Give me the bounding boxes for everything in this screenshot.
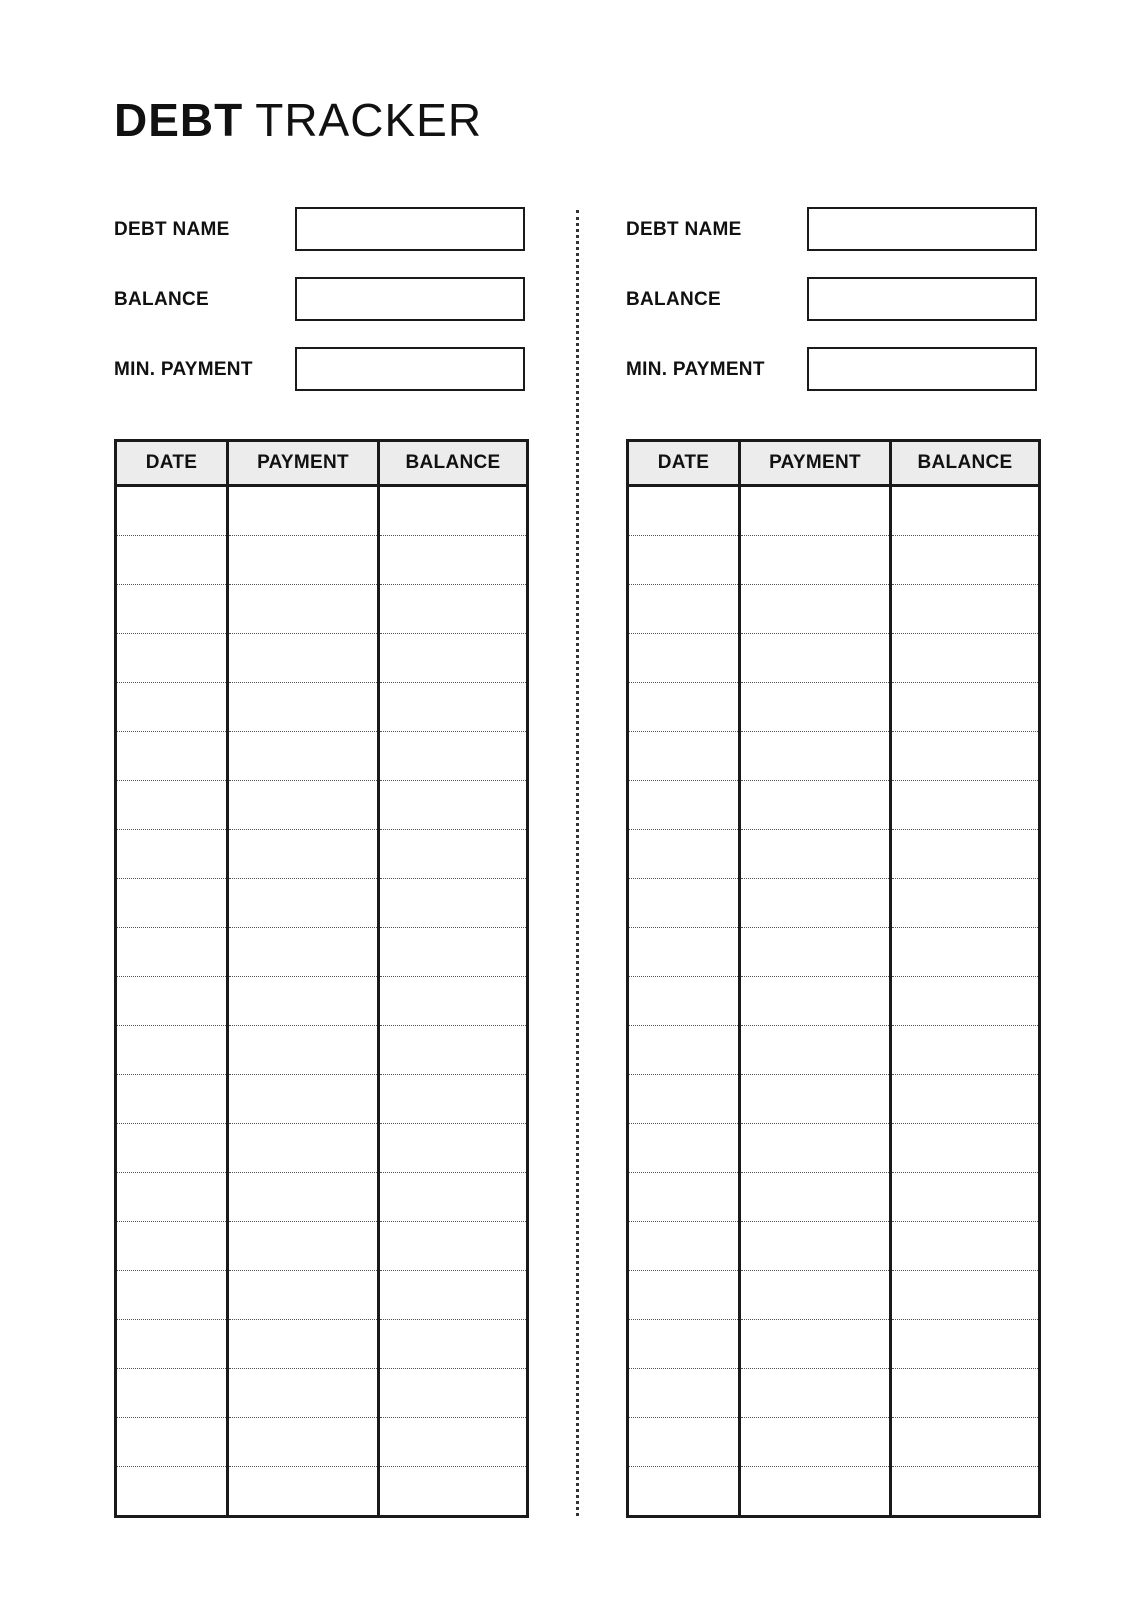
date-cell[interactable]: [116, 1320, 228, 1369]
date-cell[interactable]: [628, 1124, 740, 1173]
date-cell[interactable]: [116, 781, 228, 830]
table-row: [628, 1222, 1040, 1271]
balance-cell[interactable]: [379, 1467, 528, 1517]
payment-cell[interactable]: [228, 634, 379, 683]
balance-cell[interactable]: [891, 1369, 1040, 1418]
date-cell[interactable]: [628, 536, 740, 585]
payment-cell[interactable]: [740, 928, 891, 977]
table-row: [116, 781, 528, 830]
date-cell[interactable]: [116, 1467, 228, 1517]
balance-field: [114, 277, 526, 321]
payment-cell[interactable]: [228, 1271, 379, 1320]
table-row: [116, 634, 528, 683]
date-cell[interactable]: [116, 683, 228, 732]
payment-cell[interactable]: [228, 1173, 379, 1222]
table-header-row: [116, 441, 528, 486]
payment-cell[interactable]: [740, 1418, 891, 1467]
min-payment-input[interactable]: [807, 347, 1037, 391]
date-cell[interactable]: [116, 536, 228, 585]
balance-cell[interactable]: [379, 1124, 528, 1173]
date-column-header: DATE: [116, 441, 228, 486]
payment-cell[interactable]: [228, 1026, 379, 1075]
table-row: [628, 683, 1040, 732]
payment-cell[interactable]: [228, 1418, 379, 1467]
payment-cell[interactable]: [228, 1222, 379, 1271]
balance-cell[interactable]: [891, 1271, 1040, 1320]
table-row: [116, 830, 528, 879]
debt-name-field: [114, 207, 526, 251]
date-cell[interactable]: [116, 1418, 228, 1467]
balance-cell[interactable]: [891, 1173, 1040, 1222]
balance-cell[interactable]: [379, 1173, 528, 1222]
table-row: [116, 1271, 528, 1320]
table-row: [116, 486, 528, 536]
table-row: [628, 1075, 1040, 1124]
table-row: [628, 1320, 1040, 1369]
date-cell[interactable]: [116, 1271, 228, 1320]
balance-cell[interactable]: [379, 536, 528, 585]
balance-column-header: BALANCE: [379, 441, 528, 486]
table-row: [116, 536, 528, 585]
debt-name-input[interactable]: [295, 207, 525, 251]
payment-cell[interactable]: [740, 1222, 891, 1271]
date-cell[interactable]: [116, 1075, 228, 1124]
debt-panel-right: [626, 207, 1038, 1517]
date-cell[interactable]: [116, 486, 228, 536]
table-row: [628, 536, 1040, 585]
date-cell[interactable]: [628, 781, 740, 830]
payment-cell[interactable]: [740, 1271, 891, 1320]
table-row: [628, 1173, 1040, 1222]
balance-cell[interactable]: [891, 830, 1040, 879]
balance-cell[interactable]: [891, 1320, 1040, 1369]
balance-cell[interactable]: [379, 732, 528, 781]
table-row: [116, 1173, 528, 1222]
date-cell[interactable]: [116, 585, 228, 634]
table-row: [628, 1026, 1040, 1075]
table-row: [628, 486, 1040, 536]
balance-cell[interactable]: [379, 977, 528, 1026]
payment-cell[interactable]: [228, 977, 379, 1026]
table-row: [116, 1369, 528, 1418]
debt-name-input[interactable]: [807, 207, 1037, 251]
balance-cell[interactable]: [891, 585, 1040, 634]
balance-cell[interactable]: [891, 1026, 1040, 1075]
date-cell[interactable]: [628, 683, 740, 732]
date-cell[interactable]: [116, 1124, 228, 1173]
date-cell[interactable]: [116, 977, 228, 1026]
balance-cell[interactable]: [891, 683, 1040, 732]
balance-cell[interactable]: [379, 830, 528, 879]
payment-cell[interactable]: [740, 1173, 891, 1222]
min-payment-label: MIN. PAYMENT: [626, 359, 765, 380]
table-row: [628, 732, 1040, 781]
payment-cell[interactable]: [228, 879, 379, 928]
payment-cell[interactable]: [228, 683, 379, 732]
payment-column-header: PAYMENT: [228, 441, 379, 486]
table-row: [628, 585, 1040, 634]
table-header-row: [628, 441, 1040, 486]
balance-label: BALANCE: [626, 289, 721, 310]
date-cell[interactable]: [628, 1320, 740, 1369]
date-cell[interactable]: [628, 1369, 740, 1418]
table-row: [628, 879, 1040, 928]
table-row: [628, 1271, 1040, 1320]
payment-cell[interactable]: [740, 732, 891, 781]
min-payment-field: [114, 347, 526, 391]
min-payment-input[interactable]: [295, 347, 525, 391]
balance-cell[interactable]: [891, 1467, 1040, 1517]
date-column-header: DATE: [628, 441, 740, 486]
payment-cell[interactable]: [740, 634, 891, 683]
balance-cell[interactable]: [891, 781, 1040, 830]
date-cell[interactable]: [628, 879, 740, 928]
balance-cell[interactable]: [891, 1418, 1040, 1467]
date-cell[interactable]: [116, 830, 228, 879]
payment-cell[interactable]: [740, 977, 891, 1026]
payment-cell[interactable]: [228, 732, 379, 781]
payment-cell[interactable]: [228, 781, 379, 830]
balance-cell[interactable]: [379, 634, 528, 683]
balance-cell[interactable]: [891, 879, 1040, 928]
payment-cell[interactable]: [740, 830, 891, 879]
table-row: [116, 1418, 528, 1467]
date-cell[interactable]: [116, 634, 228, 683]
date-cell[interactable]: [628, 977, 740, 1026]
date-cell[interactable]: [116, 732, 228, 781]
payment-cell[interactable]: [228, 928, 379, 977]
date-cell[interactable]: [116, 1222, 228, 1271]
page-title-bold: DEBT: [114, 94, 244, 146]
date-cell[interactable]: [628, 1075, 740, 1124]
payment-cell[interactable]: [740, 781, 891, 830]
payment-cell[interactable]: [740, 1320, 891, 1369]
page-title: [114, 92, 482, 148]
date-cell[interactable]: [116, 1173, 228, 1222]
date-cell[interactable]: [628, 486, 740, 536]
min-payment-label: MIN. PAYMENT: [114, 359, 253, 380]
payment-log-table: [626, 439, 1041, 1518]
table-row: [116, 683, 528, 732]
table-row: [116, 1320, 528, 1369]
payment-cell[interactable]: [740, 879, 891, 928]
balance-cell[interactable]: [891, 536, 1040, 585]
min-payment-field: [626, 347, 1038, 391]
table-row: [628, 928, 1040, 977]
table-row: [628, 1124, 1040, 1173]
page-title-light: TRACKER: [255, 94, 483, 146]
balance-cell[interactable]: [379, 1222, 528, 1271]
balance-field: [626, 277, 1038, 321]
balance-input[interactable]: [807, 277, 1037, 321]
date-cell[interactable]: [628, 1467, 740, 1517]
table-row: [116, 585, 528, 634]
payment-cell[interactable]: [228, 585, 379, 634]
payment-cell[interactable]: [740, 536, 891, 585]
balance-cell[interactable]: [379, 585, 528, 634]
date-cell[interactable]: [116, 1026, 228, 1075]
balance-cell[interactable]: [379, 781, 528, 830]
payment-cell[interactable]: [228, 1075, 379, 1124]
table-row: [116, 1075, 528, 1124]
balance-cell[interactable]: [379, 879, 528, 928]
date-cell[interactable]: [628, 1173, 740, 1222]
payment-cell[interactable]: [228, 536, 379, 585]
date-cell[interactable]: [628, 1271, 740, 1320]
balance-cell[interactable]: [379, 1075, 528, 1124]
table-row: [628, 781, 1040, 830]
balance-cell[interactable]: [891, 928, 1040, 977]
table-row: [628, 634, 1040, 683]
balance-cell[interactable]: [379, 683, 528, 732]
panel-divider: [576, 210, 579, 1516]
table-row: [628, 977, 1040, 1026]
balance-cell[interactable]: [379, 486, 528, 536]
debt-name-field: [626, 207, 1038, 251]
payment-cell[interactable]: [740, 1124, 891, 1173]
balance-cell[interactable]: [891, 486, 1040, 536]
payment-cell[interactable]: [228, 830, 379, 879]
balance-input[interactable]: [295, 277, 525, 321]
date-cell[interactable]: [628, 830, 740, 879]
table-row: [116, 732, 528, 781]
table-row: [116, 977, 528, 1026]
balance-cell[interactable]: [379, 1369, 528, 1418]
balance-cell[interactable]: [379, 928, 528, 977]
date-cell[interactable]: [628, 732, 740, 781]
payment-cell[interactable]: [228, 486, 379, 536]
payment-cell[interactable]: [228, 1124, 379, 1173]
payment-cell[interactable]: [228, 1320, 379, 1369]
payment-cell[interactable]: [740, 1075, 891, 1124]
date-cell[interactable]: [116, 928, 228, 977]
payment-cell[interactable]: [740, 486, 891, 536]
table-row: [628, 830, 1040, 879]
payment-cell[interactable]: [740, 1369, 891, 1418]
table-row: [116, 1124, 528, 1173]
debt-name-label: DEBT NAME: [114, 219, 230, 240]
balance-cell[interactable]: [891, 732, 1040, 781]
balance-cell[interactable]: [379, 1320, 528, 1369]
balance-cell[interactable]: [379, 1271, 528, 1320]
balance-cell[interactable]: [379, 1418, 528, 1467]
payment-cell[interactable]: [740, 585, 891, 634]
payment-log-table: [114, 439, 529, 1518]
table-row: [116, 1026, 528, 1075]
balance-cell[interactable]: [891, 1075, 1040, 1124]
balance-cell[interactable]: [891, 634, 1040, 683]
payment-cell[interactable]: [228, 1467, 379, 1517]
balance-column-header: BALANCE: [891, 441, 1040, 486]
balance-cell[interactable]: [891, 1222, 1040, 1271]
table-row: [628, 1467, 1040, 1517]
debt-name-label: DEBT NAME: [626, 219, 742, 240]
table-row: [628, 1418, 1040, 1467]
payment-cell[interactable]: [740, 1026, 891, 1075]
payment-cell[interactable]: [740, 1467, 891, 1517]
date-cell[interactable]: [628, 1222, 740, 1271]
date-cell[interactable]: [628, 1026, 740, 1075]
date-cell[interactable]: [628, 1418, 740, 1467]
balance-label: BALANCE: [114, 289, 209, 310]
balance-cell[interactable]: [891, 1124, 1040, 1173]
date-cell[interactable]: [628, 928, 740, 977]
payment-column-header: PAYMENT: [740, 441, 891, 486]
balance-cell[interactable]: [379, 1026, 528, 1075]
balance-cell[interactable]: [891, 977, 1040, 1026]
debt-panel-left: [114, 207, 526, 1517]
payment-cell[interactable]: [228, 1369, 379, 1418]
payment-cell[interactable]: [740, 683, 891, 732]
date-cell[interactable]: [116, 1369, 228, 1418]
date-cell[interactable]: [628, 634, 740, 683]
table-row: [628, 1369, 1040, 1418]
table-row: [116, 1467, 528, 1517]
table-row: [116, 1222, 528, 1271]
date-cell[interactable]: [628, 585, 740, 634]
table-row: [116, 879, 528, 928]
date-cell[interactable]: [116, 879, 228, 928]
table-row: [116, 928, 528, 977]
